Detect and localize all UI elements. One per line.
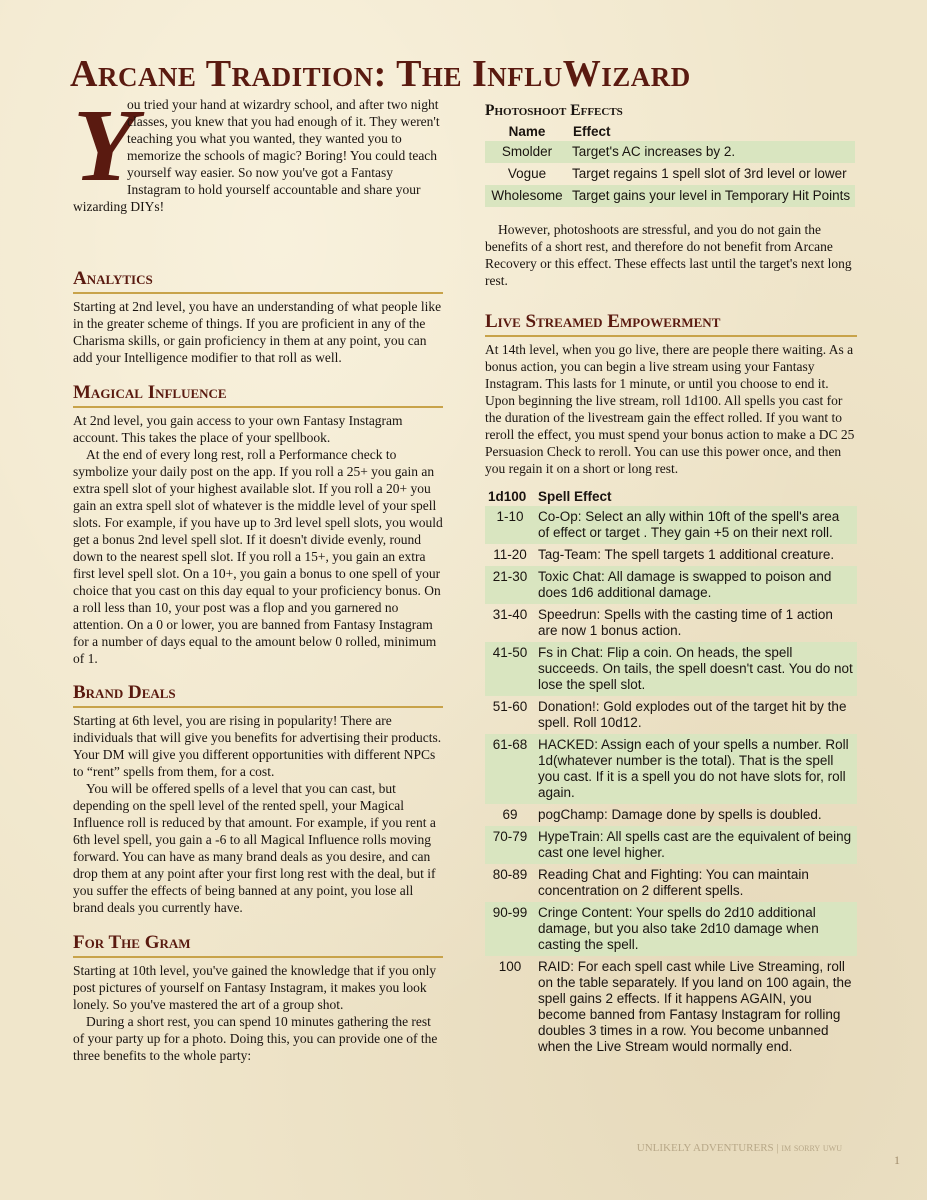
magical-influence-heading: Magical Influence [73,382,443,408]
brand-deals-heading: Brand Deals [73,682,443,708]
live-stream-heading: Live Streamed Empowerment [485,311,857,337]
spell-effect: Fs in Chat: Flip a coin. On heads, the spell succeeds. On tails, the spell doesn't cast. You do not lose the spell slot. [535,642,857,696]
right-column [485,96,857,1058]
magical-influence-p1: At 2nd level, you gain access to your own Fantasy Instagram account. This takes the place of your spellbook. [73,413,403,445]
brand-deals-p2: You will be offered spells of a level that you can cast, but depending on the spell level of the rented spell, your Magical Influence roll is reduced by that amount. For example, if you rent a 6th level spell, you gain a -6 to all Magical Influence rolls moving forward. You can have as many brand deals as you desire, and can drop them at any point after your first long rest with the deal, but if you suffer the effects of being banned at any point, you lose all brand deals you currently have. [73,781,436,915]
brand-deals-section [73,682,443,916]
photoshoot-after-text: However, photoshoots are stressful, and you do not gain the benefits of a short rest, and therefore do not benefit from Arcane Recovery or this effect. These effects last until the target's next long rest. [485,222,852,288]
table-row [485,642,857,696]
brand-deals-p1: Starting at 6th level, you are rising in popularity! There are individuals that will give you benefits for advertising their products. Your DM will give you different opportunities with different NPCs to “rent” spells from them, for a cost. [73,713,442,779]
intro-section [73,88,443,268]
left-column [73,88,443,1064]
spell-effect: pogChamp: Damage done by spells is doubled. [538,807,822,822]
roll-range: 61-68 [485,734,535,804]
photoshoot-heading: Photoshoot Effects [485,102,623,119]
page-title: Arcane Tradition: The InfluWizard [70,53,691,95]
photoshoot-table [485,122,855,207]
photoshoot-effect: Target's AC increases by 2. [569,141,855,163]
table-row [485,956,857,1058]
roll-range: 51-60 [492,699,528,714]
photoshoot-name: Smolder [485,141,569,163]
spell-effect: Tag-Team: The spell targets 1 additional creature. [538,547,835,562]
analytics-text: Starting at 2nd level, you have an understanding of what people like in the greater scheme of things. If you are proficient in any of the Charisma skills, or gain proficiency in them at any point, you can add your Intelligence modifier to that roll as well. [73,299,442,365]
drop-cap: Y [73,88,137,203]
roll-range: 1-10 [485,506,535,544]
table-row [485,566,857,604]
roll-range: 31-40 [492,607,528,622]
page-number: 1 [894,1153,900,1167]
spell-effect: Speedrun: Spells with the casting time of 1 action are now 1 bonus action. [538,607,833,638]
spell-effect: Cringe Content: Your spells do 2d10 additional damage, but you also take 2d10 damage when casting the spell. [535,902,857,956]
roll-range: 90-99 [485,902,535,956]
roll-range: 69 [502,807,518,822]
table-row [485,141,855,163]
photoshoot-effect: Target gains your level in Temporary Hit Points [569,185,855,207]
table-row [485,604,857,642]
spell-effect: RAID: For each spell cast while Live Streaming, roll on the table separately. If you land on 100 again, the spell gains 2 effects. If it happens AGAIN, you become banned from Fantasy Instagram for rolling doubles 3 times in a row. You become unbanned when the Live Stream would normally end. [538,959,852,1054]
live-stream-section [485,311,857,1058]
roll-range: 21-30 [485,566,535,604]
table-row [485,804,857,826]
magical-influence-section [73,382,443,667]
spell-effect: Toxic Chat: All damage is swapped to poison and does 1d6 additional damage. [535,566,857,604]
roll-range: 70-79 [485,826,535,864]
photoshoot-effect: Target regains 1 spell slot of 3rd level or lower [572,166,847,181]
table-row [485,185,855,207]
photoshoot-name: Vogue [507,166,547,181]
photoshoot-name: Wholesome [485,185,569,207]
spell-effect: Donation!: Gold explodes out of the target hit by the spell. Roll 10d12. [538,699,847,730]
roll-range: 80-89 [492,867,528,882]
photoshoot-col-effect: Effect [573,124,611,139]
for-the-gram-section [73,932,443,1064]
table-row [485,864,857,902]
roll-range: 41-50 [485,642,535,696]
roll-range: 11-20 [493,547,527,562]
table-row [485,163,855,185]
photoshoot-col-name: Name [508,124,546,139]
analytics-section [73,268,443,366]
intro-text: ou tried your hand at wizardry school, and after two night classes, you knew that you had enough of it. They weren't teaching you what you wanted, they wanted you to memorize the schools of magic? Boring! You could teach yourself way easier. So now you've got a Fantasy Instagram to hold yourself accountable and share your wizarding DIYs! [73,97,440,214]
table-row [485,734,857,804]
roll-range: 100 [498,959,522,974]
live-stream-text: At 14th level, when you go live, there are people there waiting. As a bonus action, you can begin a live stream using your Fantasy Instagram. This lasts for 1 minute, or until you choose to end it. Upon beginning the live stream, roll 1d100. All spells you cast for the duration of the livestream gain the effect rolled. If you want to reroll the effect, you must spend your bonus action to make a DC 25 Persuasion Check to reroll. You can use this power once, and then you regain it on a short or long rest. [485,342,855,476]
table-row [485,544,857,566]
for-the-gram-p2: During a short rest, you can spend 10 minutes gathering the rest of your party up for a photo. Doing this, you can provide one of the three benefits to the whole party: [73,1014,438,1063]
magical-influence-p2: At the end of every long rest, roll a Performance check to symbolize your daily post on the app. If you roll a 25+ you gain an extra spell slot of your highest available slot. If you roll a 20+ you gain an extra spell slot of whatever is the middle level of your spell slots. For example, if you have up to 3rd level spell slots, you would get a bonus 2nd level spell slot. If it doesn't divide evenly, round down to the nearest spell slot. If you roll a 15+, you gain an extra first level spell slot. On a 10+, you gain a bonus to one spell of your choice that you cast on this day equal to your proficiency bonus. On a roll less than 10, your post was a flop and you garnered no attention. On a 0 or lower, you are banned from Fantasy Instagram for a number of days equal to the amount below 0 rolled, minimum of 1. [73,447,443,666]
table-row [485,826,857,864]
table-row [485,902,857,956]
page-footer: UNLIKELY ADVENTURERS | im sorry uwu [636,1142,842,1154]
spell-effect: Co-Op: Select an ally within 10ft of the spell's area of effect or target . They gain +5 on their next roll. [535,506,857,544]
live-stream-table [485,487,857,1058]
photoshoot-section [485,102,857,289]
live-stream-col-effect: Spell Effect [538,489,612,504]
analytics-heading: Analytics [73,268,443,294]
for-the-gram-heading: For The Gram [73,932,443,958]
live-stream-header-row [485,487,857,506]
table-row [485,696,857,734]
spell-effect: HypeTrain: All spells cast are the equivalent of being cast one level higher. [535,826,857,864]
for-the-gram-p1: Starting at 10th level, you've gained the knowledge that if you only post pictures of yourself on Fantasy Instagram, it makes you look lonely. So you've mastered the art of a group shot. [73,963,437,1012]
photoshoot-header-row [485,122,855,141]
spell-effect: HACKED: Assign each of your spells a number. Roll 1d(whatever number is the total). That is the spell you cast. If it is a spell you do not have slots for, roll again. [535,734,857,804]
spell-effect: Reading Chat and Fighting: You can maintain concentration on 2 different spells. [538,867,809,898]
table-row [485,506,857,544]
live-stream-col-roll: 1d100 [488,489,527,504]
